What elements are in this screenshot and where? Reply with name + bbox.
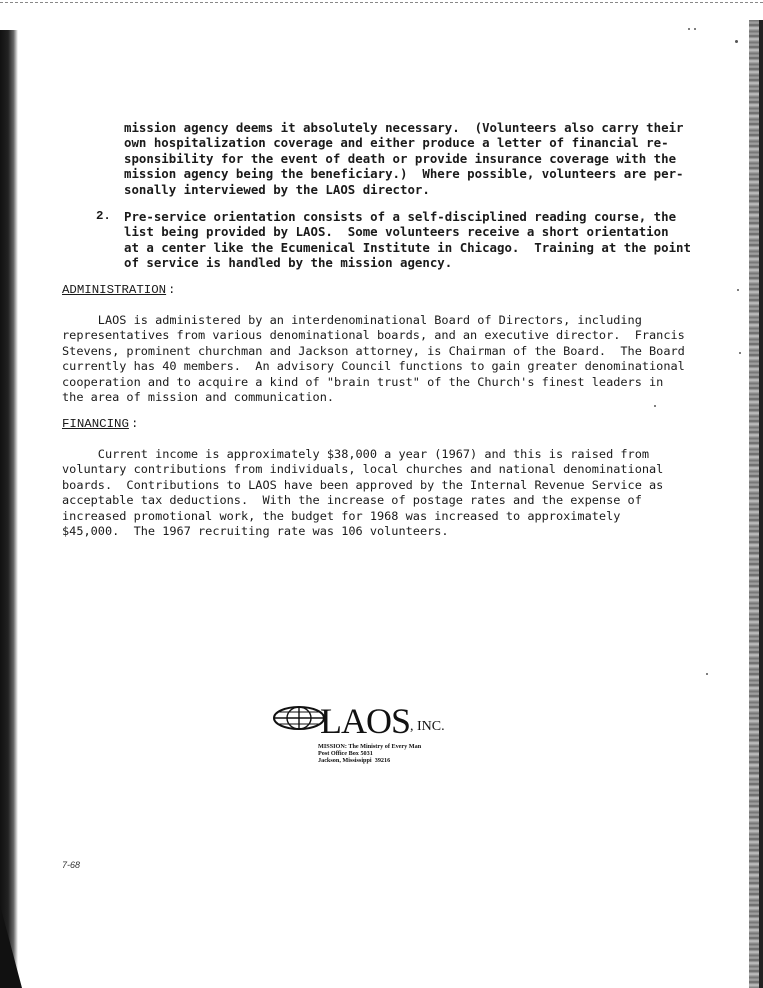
scan-shadow-left-corner (0, 905, 22, 988)
scan-speck (688, 28, 690, 30)
scan-speck (654, 405, 656, 407)
administration-heading-colon: : (168, 283, 176, 297)
letterhead-address (318, 743, 421, 764)
letterhead-mission: MISSION: The Ministry of Every Man (318, 743, 422, 750)
globe-logo-icon (272, 705, 326, 731)
scan-shadow-left (0, 30, 18, 988)
letterhead-address-line1: Post Office Box 5031 (318, 750, 373, 757)
perforation-edge (0, 2, 763, 3)
scan-speck (739, 352, 741, 354)
form-code: 7-68 (62, 860, 81, 870)
logo-wordmark: LAOS (320, 701, 411, 741)
laos-letterhead (272, 701, 512, 795)
scan-speck (737, 289, 739, 291)
letterhead-address-line2: Jackson, Mississippi 39216 (318, 757, 391, 764)
continued-paragraph: mission agency deems it absolutely necessary. (Volunteers also carry their own hospitalization coverage and either produce a letter of financial re- sponsibility for the event of death or provide insurance coverage with the mission agency being the beneficiary.) Where possible, volunteers are per- sonally interviewed by the LAOS director. (124, 120, 684, 197)
logo-inc: , INC. (410, 719, 445, 734)
financing-heading: FINANCING (62, 417, 129, 431)
scan-speck (694, 28, 696, 30)
list-item-2-text: Pre-service orientation consists of a self-disciplined reading course, the list being provided by LAOS. Some volunteers receive a short orientation at a center like the Ecumenical Institute in Chicago. Training at the point of service is handled by the mission agency. (124, 209, 691, 271)
administration-heading: ADMINISTRATION (62, 283, 167, 297)
list-item-number: 2. (96, 209, 111, 223)
scan-speck (735, 40, 738, 43)
scan-speck (706, 673, 708, 675)
financing-paragraph: Current income is approximately $38,000 a year (1967) and this is raised from voluntary contributions from individuals, local churches and national denominational boards. Contributions to LAOS have been approved by the Internal Revenue Service as acceptable tax deductions. With the increase of postage rates and the expense of increased promotional work, the budget for 1968 was increased to approximately $45,000. The 1967 recruiting rate was 106 volunteers. (62, 447, 664, 539)
financing-heading-colon: : (131, 417, 139, 431)
scan-edge-right (759, 20, 763, 988)
administration-paragraph: LAOS is administered by an interdenominational Board of Directors, including representatives from various denominational boards, and an executive director. Francis Stevens, prominent churchman and Jackson attorney, is Chairman of the Board. The Board currently has 40 members. An advisory Council functions to gain greater denominational cooperation and to acquire a kind of "brain trust" of the Church's finest leaders in the area of mission and communication. (62, 313, 685, 405)
